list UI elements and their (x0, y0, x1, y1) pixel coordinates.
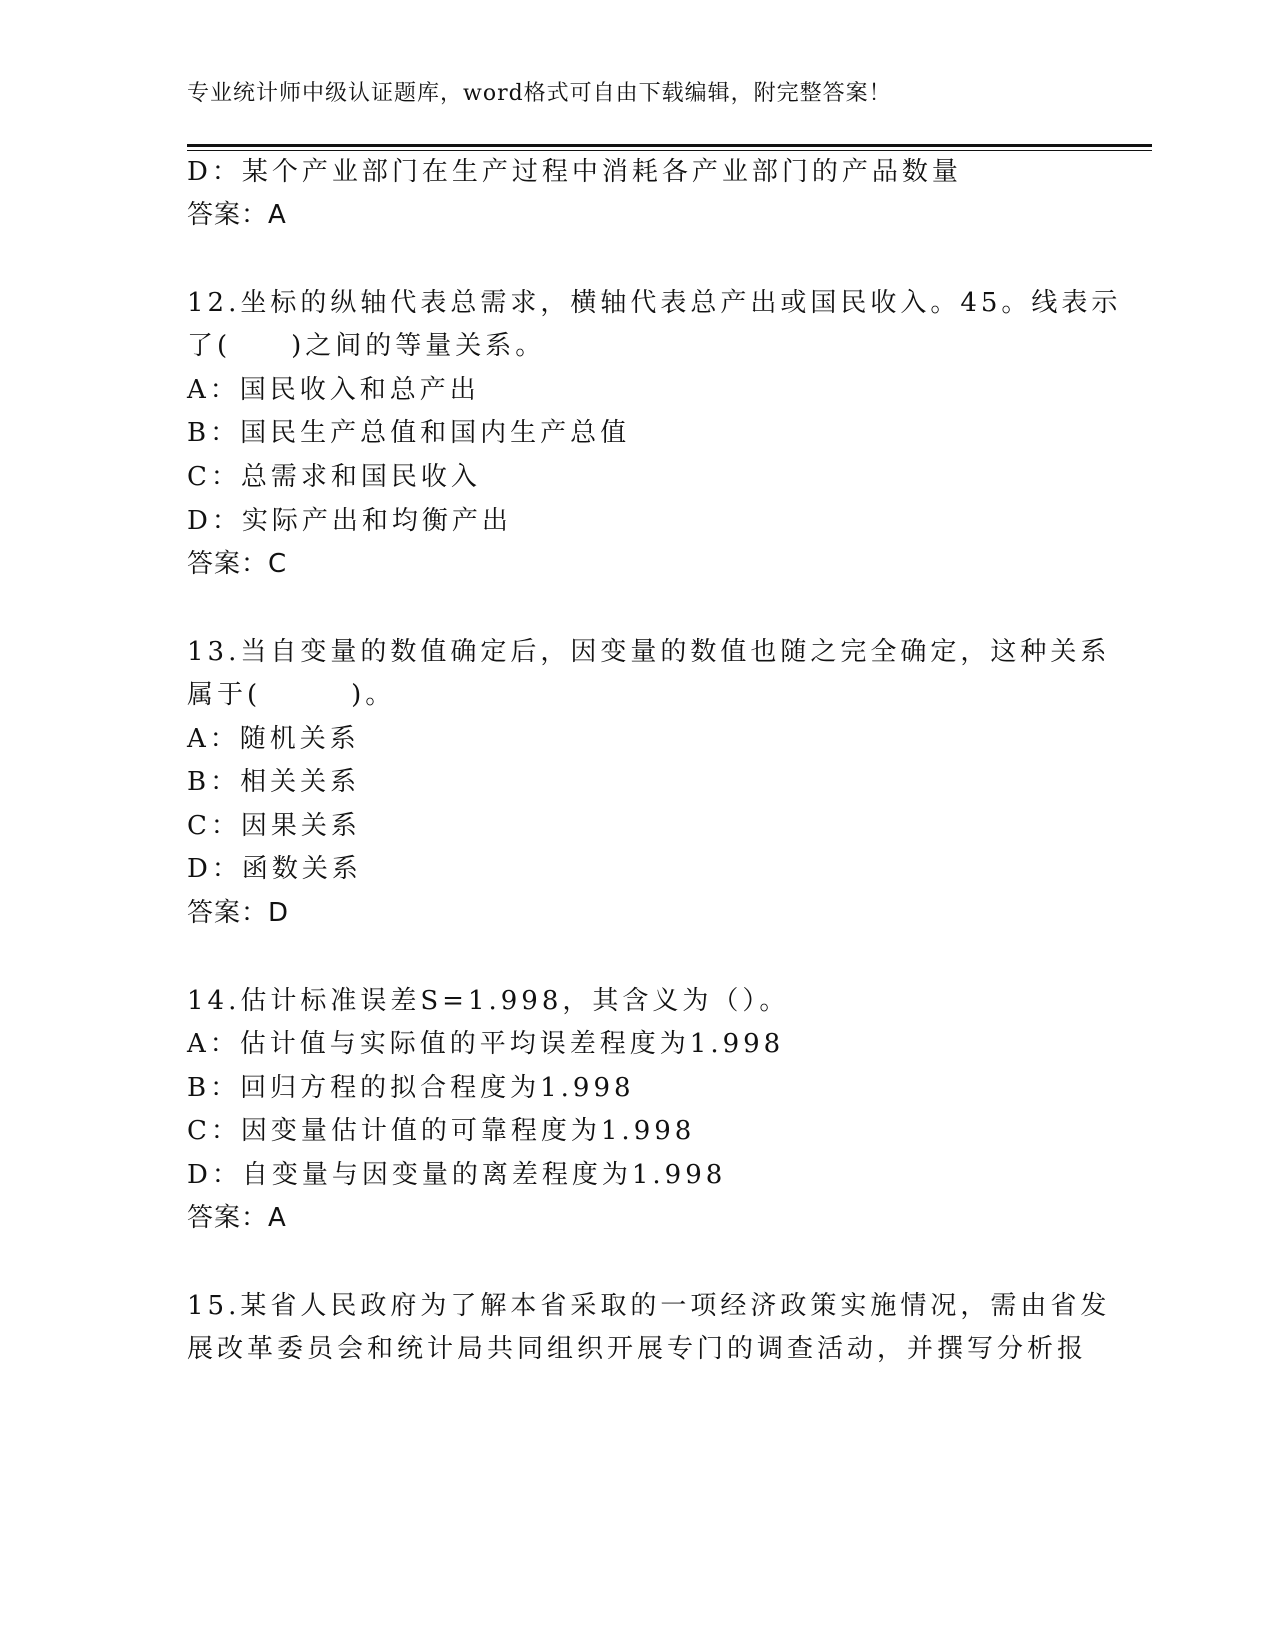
q14-stem-line1: 14.估计标准误差S=1.998，其含义为（）。 (187, 986, 790, 1016)
q12-option-d: D：实际产出和均衡产出 (187, 506, 512, 536)
q13-option-c: C：因果关系 (187, 811, 361, 841)
q12-option-b: B：国民生产总值和国内生产总值 (187, 418, 631, 448)
header-divider-thin (187, 150, 1152, 151)
q15-stem-line1: 15.某省人民政府为了解本省采取的一项经济政策实施情况，需由省发 (187, 1291, 1111, 1321)
q14-option-c: C：因变量估计值的可靠程度为1.998 (187, 1116, 696, 1146)
q13-stem-line1: 13.当自变量的数值确定后，因变量的数值也随之完全确定，这种关系 (187, 637, 1111, 667)
q13-answer: 答案：D (187, 898, 290, 928)
q13-stem-line2: 属于( )。 (187, 680, 396, 710)
page-header: 专业统计师中级认证题库，word格式可自由下载编辑，附完整答案！ (187, 81, 892, 106)
q13-option-b: B：相关关系 (187, 767, 361, 797)
q13-option-d: D：函数关系 (187, 854, 362, 884)
q12-stem-line2: 了( )之间的等量关系。 (187, 331, 546, 361)
q14-option-b: B：回归方程的拟合程度为1.998 (187, 1073, 635, 1103)
q12-answer: 答案：C (187, 549, 288, 579)
q12-option-c: C：总需求和国民收入 (187, 462, 481, 492)
q14-answer: 答案：A (187, 1203, 287, 1233)
q11-option-d: D：某个产业部门在生产过程中消耗各产业部门的产品数量 (187, 157, 962, 187)
q12-option-a: A：国民收入和总产出 (187, 375, 480, 405)
q15-stem-line2: 展改革委员会和统计局共同组织开展专门的调查活动，并撰写分析报 (187, 1334, 1088, 1364)
q13-option-a: A：随机关系 (187, 724, 360, 754)
q14-option-a: A：估计值与实际值的平均误差程度为1.998 (187, 1029, 785, 1059)
q11-answer: 答案：A (187, 200, 287, 230)
q14-option-d: D：自变量与因变量的离差程度为1.998 (187, 1160, 727, 1190)
header-divider-thick (187, 144, 1152, 147)
q12-stem-line1: 12.坐标的纵轴代表总需求，横轴代表总产出或国民收入。45。线表示 (187, 288, 1122, 318)
